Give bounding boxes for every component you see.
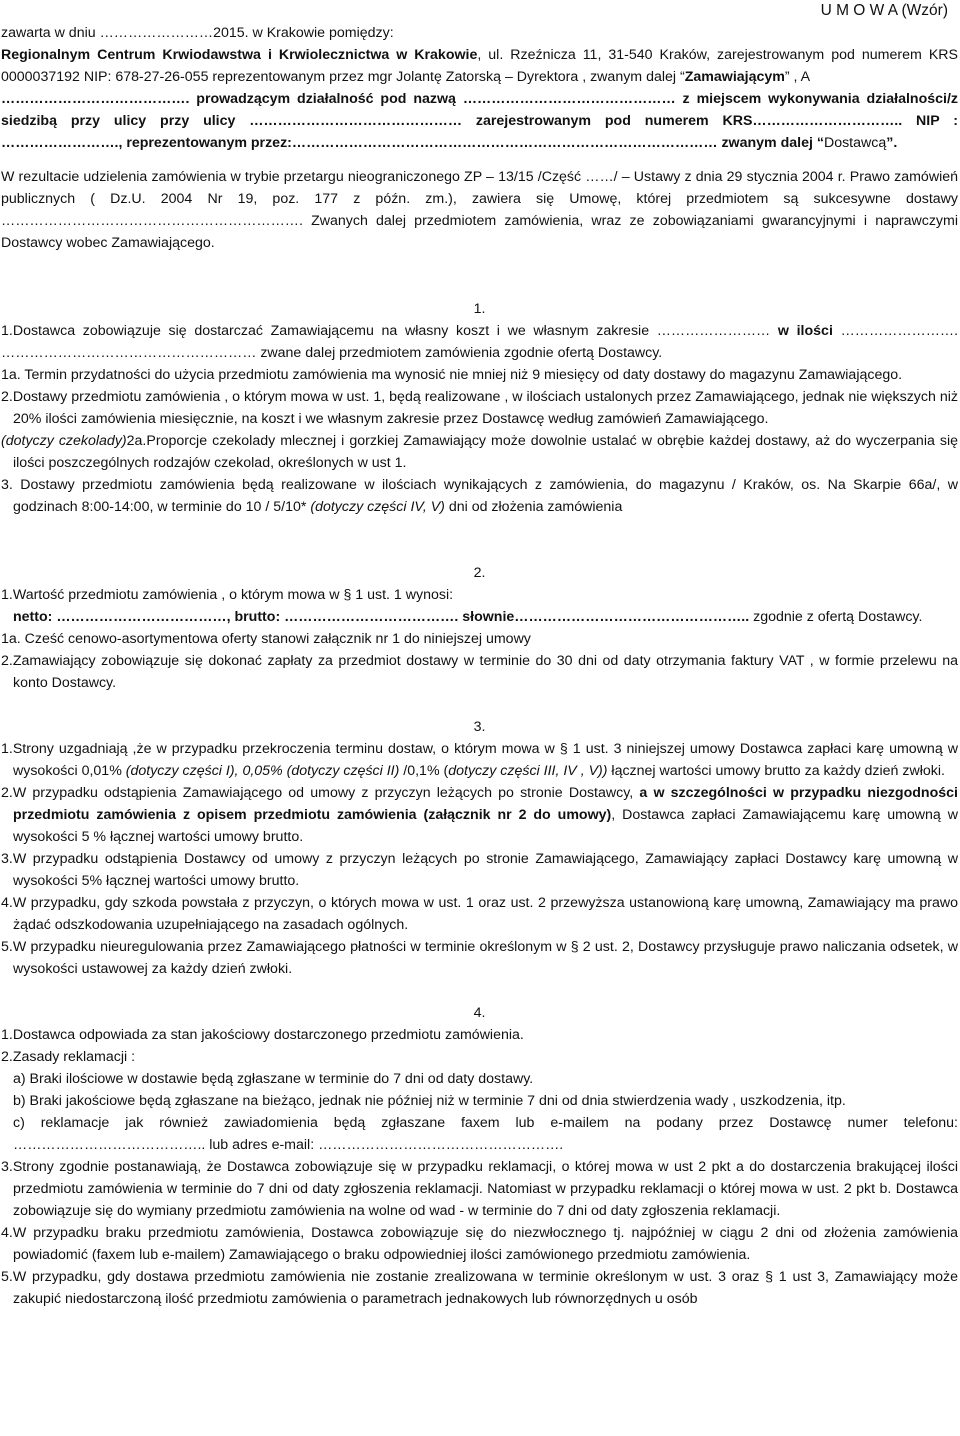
spacer bbox=[1, 980, 958, 1002]
text-run: …………………………………. prowadzącym działalność pod nazwą ……………………………………… z miejscem wykonywania działalności/z siedzibą przy ulicy przy ulicy ……………………………………… zarejestrowanym pod numerem KRS………………………….. NIP : ……………………., reprezentowanym przez:……………………………………………………………………………… zwanym dalej “ bbox=[1, 91, 958, 151]
paragraph bbox=[1, 364, 958, 386]
paragraph bbox=[1, 320, 958, 364]
text-run: 5.W przypadku nieuregulowania przez Zamawiającego płatności w terminie określonym w § 2 ust. 2, Dostawcy przysługuje prawo naliczania odsetek, w wysokości ustawowej za każdy dzień zwłoki. bbox=[1, 939, 958, 977]
text-run: w ilości bbox=[777, 323, 833, 339]
paragraph bbox=[1, 936, 958, 980]
spacer bbox=[1, 154, 958, 166]
text-run: 2.W przypadku odstąpienia Zamawiającego od umowy z przyczyn leżących po stronie Dostawcy, bbox=[1, 785, 640, 801]
section-heading: 3. bbox=[473, 719, 486, 735]
text-run: Zamawiającym bbox=[684, 69, 785, 85]
text-run: ……………………. ……………………………………………… zwane dalej przedmiotem zamówienia zgodnie ofertą Dostawcy. bbox=[1, 323, 959, 361]
text-run: 1.Wartość przedmiotu zamówienia , o którym mowa w § 1 ust. 1 wynosi: bbox=[1, 587, 454, 603]
paragraph bbox=[1, 386, 958, 430]
text-run: 1a. Termin przydatności do użycia przedmiotu zamówienia ma wynosić nie mniej niż 9 miesięcy od daty dostawy do magazynu Zamawiającego. bbox=[1, 367, 903, 383]
document-title: U M O W A (Wzór) bbox=[820, 2, 948, 19]
text-run: , ul. Rzeźnicza 11, 31-540 Kraków, zarejestrowanym pod numerem KRS 0000037192 NIP: 678-27-26-055 reprezentowanym przez mgr Jolantę Zatorską – Dyrektora , zwanym dalej “ bbox=[1, 47, 958, 85]
text-run: 2.Dostawy przedmiotu zamówienia , o którym mowa w ust. 1, będą realizowane , w ilościach ustalonych przez Zamawiającego, jednak nie większych niż 20% ilości zamówienia miesięcznie, na koszt i we własnym zakresie przez Dostawcę według zamówień Zamawiającego. bbox=[1, 389, 958, 427]
text-run: 2a.Proporcje czekolady mlecznej i gorzkiej Zamawiający może dowolnie ustalać w obrębie każdej dostawy, aż do wyczerpania się ilości poszczególnych rodzajów czekolad, określonych w ust 1. bbox=[13, 433, 959, 471]
text-run: a) Braki ilościowe w dostawie będą zgłaszane w terminie do 7 dni od daty dostawy. bbox=[13, 1071, 534, 1087]
paragraph bbox=[1, 1156, 958, 1222]
text-run: 1.Dostawca odpowiada za stan jakościowy dostarczonego przedmiotu zamówienia. bbox=[1, 1027, 524, 1043]
paragraph bbox=[1, 44, 958, 88]
text-run: ” , A bbox=[784, 69, 811, 85]
text-run: 2.Zasady reklamacji : bbox=[1, 1049, 136, 1065]
text-run: /0,1% ( bbox=[399, 763, 449, 779]
paragraph bbox=[1, 1090, 958, 1112]
paragraph bbox=[1, 606, 958, 628]
paragraph bbox=[1, 1266, 958, 1310]
spacer bbox=[1, 518, 958, 562]
spacer bbox=[1, 694, 958, 716]
text-run: 4.W przypadku, gdy szkoda powstała z przyczyn, o których mowa w ust. 1 oraz ust. 2 przewyższa ustanowioną karę umowną, Zamawiający ma prawo żądać odszkodowania uzupełniającego na zasadach ogólnych. bbox=[1, 895, 958, 933]
text-run: (dotyczy części I), 0,05% (dotyczy części II) bbox=[125, 763, 400, 779]
text-run: Regionalnym Centrum Krwiodawstwa i Krwiolecznictwa w Krakowie bbox=[1, 47, 478, 63]
text-run: dotyczy części III, IV , V)) bbox=[448, 763, 608, 779]
text-run: 3.W przypadku odstąpienia Dostawcy od umowy z przyczyn leżących po stronie Zamawiającego, Zamawiający zapłaci Dostawcy karę umowną w wysokości 5% łącznej wartości umowy brutto. bbox=[1, 851, 958, 889]
text-run: zawarta w dniu ……………………2015. w Krakowie pomiędzy: bbox=[1, 25, 394, 41]
text-run: zgodnie z ofertą Dostawcy. bbox=[753, 609, 923, 625]
spacer bbox=[1, 254, 958, 298]
text-run: a w szczególności w przypadku niezgodności przedmiotu zamówienia z opisem przedmiotu zamówienia (załącznik nr 2 do umowy) bbox=[13, 785, 958, 823]
text-run: Dostawcą bbox=[823, 135, 887, 151]
text-run: 1.Dostawca zobowiązuje się dostarczać Zamawiającemu na własny koszt i we własnym zakresie …………………… bbox=[1, 323, 778, 339]
text-run: c) reklamacje jak również zawiadomienia będą zgłaszane faxem lub e-mailem na podany przez Dostawcę numer telefonu: ………………………………….. lub adres e-mail: ……………………………………………. bbox=[13, 1115, 958, 1153]
text-run: dni od złożenia zamówienia bbox=[444, 499, 623, 515]
paragraph bbox=[1, 474, 958, 518]
text-run: b) Braki jakościowe będą zgłaszane na bieżąco, jednak nie później niż w terminie 7 dni od dnia stwierdzenia wady , uszkodzenia, itp. bbox=[13, 1093, 846, 1109]
text-run: 4.W przypadku braku przedmiotu zamówienia, Dostawca zobowiązuje się do niezwłocznego tj. najpóźniej w ciągu 2 dni od złożenia zamówienia powiadomić (faxem lub e-mailem) Zamawiającego o braku odpowiedniej ilości zamówionego przedmiotu zamówienia. bbox=[1, 1225, 958, 1263]
text-run: 5.W przypadku, gdy dostawa przedmiotu zamówienia nie zostanie zrealizowana w terminie określonym w ust. 3 oraz § 1 ust 3, Zamawiający może zakupić niedostarczoną ilość przedmiotu zamówienia o parametrach jednakowych lub równorzędnych u osób bbox=[1, 1269, 958, 1307]
text-run: , Dostawca zapłaci Zamawiającemu karę umowną w wysokości 5 % łącznej wartości umowy brutto. bbox=[13, 807, 958, 845]
paragraph bbox=[1, 1046, 958, 1068]
text-run: W rezultacie udzielenia zamówienia w trybie przetargu nieograniczonego ZP – 13/15 /Część ……/ – Ustawy z dnia 29 stycznia 2004 r. Prawo zamówień publicznych ( Dz.U. 2004 Nr 19, poz. 177 z późn. zm.), zawiera się Umowę, której przedmiotem są sukcesywne dostawy ………………………………………………………. Zwanych dalej przedmiotem zamówienia, wraz ze zobowiązaniami gwarancyjnymi i naprawczymi Dostawcy wobec Zamawiającego. bbox=[1, 169, 958, 251]
text-run: łącznej wartości umowy brutto za każdy dzień zwłoki. bbox=[607, 763, 945, 779]
paragraph bbox=[1, 628, 958, 650]
paragraph bbox=[1, 738, 958, 782]
text-run: (dotyczy części IV, V) bbox=[310, 499, 445, 515]
paragraph bbox=[1, 22, 958, 44]
paragraph bbox=[1, 1222, 958, 1266]
document-body bbox=[1, 22, 958, 1310]
text-run: ”. bbox=[886, 135, 898, 151]
text-run: netto: ………………………………, brutto: ………………………………. słownie………………………………………….. bbox=[13, 609, 754, 625]
text-run: 1.Strony uzgadniają ,że w przypadku przekroczenia terminu dostaw, o którym mowa w § 1 ust. 3 niniejszej umowy Dostawca zapłaci karę umowną w wysokości 0,01% bbox=[1, 741, 958, 779]
paragraph bbox=[1, 584, 958, 606]
paragraph bbox=[1, 1068, 958, 1090]
paragraph bbox=[1, 430, 958, 474]
section-heading: 4. bbox=[473, 1005, 486, 1021]
paragraph bbox=[1, 650, 958, 694]
paragraph bbox=[1, 782, 958, 848]
paragraph bbox=[1, 1024, 958, 1046]
paragraph bbox=[1, 1112, 958, 1156]
text-run: 3. Dostawy przedmiotu zamówienia będą realizowane w ilościach wynikających z zamówienia, do magazynu / Kraków, os. Na Skarpie 66a/, w godzinach 8:00-14:00, w terminie do 10 / 5/10* bbox=[1, 477, 958, 515]
section-heading: 1. bbox=[473, 301, 486, 317]
text-run: (dotyczy czekolady) bbox=[1, 433, 127, 449]
text-run: 1a. Cześć cenowo-asortymentowa oferty stanowi załącznik nr 1 do niniejszej umowy bbox=[1, 631, 531, 647]
section-heading: 2. bbox=[473, 565, 486, 581]
text-run: 2.Zamawiający zobowiązuje się dokonać zapłaty za przedmiot dostawy w terminie do 30 dni od daty otrzymania faktury VAT , w formie przelewu na konto Dostawcy. bbox=[1, 653, 958, 691]
paragraph bbox=[1, 848, 958, 892]
paragraph bbox=[1, 88, 958, 154]
paragraph bbox=[1, 892, 958, 936]
paragraph bbox=[1, 166, 958, 254]
text-run: 3.Strony zgodnie postanawiają, że Dostawca zobowiązuje się w przypadku reklamacji, o której mowa w ust 2 pkt a do dostarczenia brakującej ilości przedmiotu zamówienia w terminie do 7 dni od daty zgłoszenia reklamacji. Natomiast w przypadku reklamacji o której mowa w ust. 2 pkt b. Dostawca zobowiązuje się do wymiany przedmiotu zamówienia na wolne od wad - w terminie do 7 dni od daty zgłoszenia reklamacji. bbox=[1, 1159, 958, 1219]
